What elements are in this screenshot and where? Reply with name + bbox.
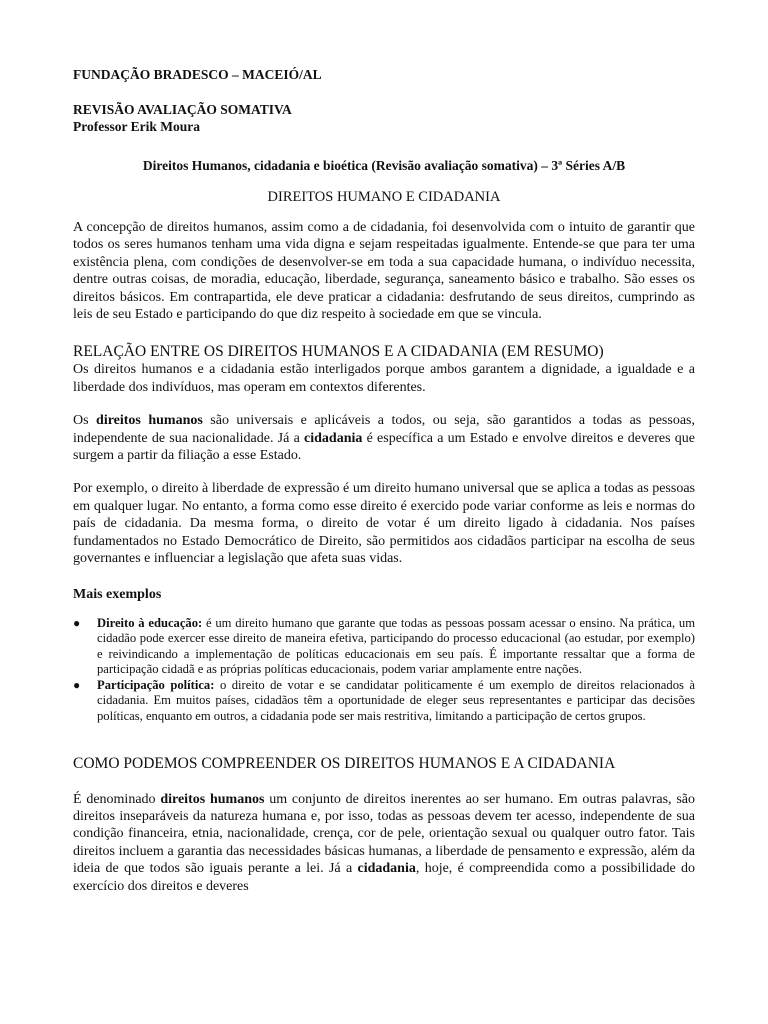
- example-label: Direito à educação:: [97, 615, 203, 630]
- understanding-paragraph: [73, 791, 695, 895]
- text-run: , hoje, é compreendida como a possibilidade do exercício dos direitos e deveres: [73, 861, 695, 894]
- bold-term-human-rights: direitos humanos: [96, 413, 203, 429]
- main-heading: DIREITOS HUMANO E CIDADANIA: [267, 189, 501, 205]
- professor-name: Professor Erik Moura: [73, 119, 200, 134]
- section-heading-relation: RELAÇÃO ENTRE OS DIREITOS HUMANOS E A CIDADANIA (EM RESUMO): [73, 343, 604, 361]
- example-text: é um direito humano que garante que todas as pessoas possam acessar o ensino. Na prática, um cidadão pode exercer esse direito de maneira efetiva, participando do processo educacional (ao estudar, por exemplo) e reivindicando a implementação de políticas educacionais em seu país. É importante ressaltar que a forma de participação cidadã e as próprias políticas educacionais, podem variar amplamente entre nações.: [97, 615, 695, 677]
- text-run: É denominado: [73, 791, 161, 807]
- bold-term-citizenship: cidadania: [304, 430, 363, 446]
- relation-paragraph-1: Os direitos humanos e a cidadania estão interligados porque ambos garantem a dignidade, a igualdade e a liberdade dos indivíduos, mas operam em contextos diferentes.: [73, 362, 695, 395]
- examples-heading: Mais exemplos: [73, 586, 162, 602]
- example-label: Participação política:: [97, 677, 215, 692]
- bullet-icon: ●: [73, 677, 81, 692]
- intro-paragraph: A concepção de direitos humanos, assim como a de cidadania, foi desenvolvida com o intuito de garantir que todos os seres humanos tenham uma vida digna e sejam respeitadas igualmente. Entende-se que para ter uma existência plena, com condições de desenvolver-se em toda a sua capacidade humana, o indivíduo necessita, dentre outras coisas, de moradia, educação, liberdade, segurança, saneamento básico e trabalho. São esses os direitos básicos. Em contrapartida, ele deve praticar a cidadania: desfrutando de seus direitos, cumprindo as leis de seu Estado e participando do que diz respeito à sociedade em que se vincula.: [73, 220, 695, 323]
- institution-name: FUNDAÇÃO BRADESCO – MACEIÓ/AL: [73, 67, 322, 82]
- list-item: [73, 678, 695, 725]
- relation-paragraph-3: Por exemplo, o direito à liberdade de expressão é um direito humano universal que se aplica a todas as pessoas em qualquer lugar. No entanto, a forma como esse direito é exercido pode variar conforme as leis e normas do país de cidadania. Da mesma forma, o direito de votar é um direito ligado à cidadania. Nos países fundamentados no Estado Democrático de Direito, são permitidos aos cidadãos participar na escolha de seus governantes e influenciar a legislação que afeta suas vidas.: [73, 481, 695, 567]
- review-title: REVISÃO AVALIAÇÃO SOMATIVA: [73, 102, 292, 117]
- relation-paragraph-2: [73, 412, 695, 464]
- text-run: Os: [73, 413, 97, 429]
- list-item: [73, 616, 695, 678]
- text-run: são universais e aplicáveis a todos, ou seja, são garantidos a todas as pessoas, independente de sua nacionalidade. Já a: [73, 413, 695, 446]
- document-subtitle: Direitos Humanos, cidadania e bioética (Revisão avaliação somativa) – 3ª Séries A/B: [142, 158, 626, 173]
- example-text: o direito de votar e se candidatar politicamente é um exemplo de direitos relacionados à cidadania. Em muitos países, cidadãos têm a oportunidade de eleger seus representantes e participar das decisões políticas, enquanto em outros, a cidadania pode ser mais restritiva, limitando a participação de certos grupos.: [97, 677, 695, 724]
- bullet-icon: ●: [73, 615, 81, 630]
- bold-term-human-rights: direitos humanos: [160, 791, 265, 807]
- bold-term-citizenship: cidadania: [357, 861, 416, 877]
- text-run: é específica a um Estado e envolve direitos e deveres que surgem a partir da filiação a esse Estado.: [73, 430, 695, 464]
- examples-list: [73, 616, 695, 725]
- text-run: um conjunto de direitos inerentes ao ser humano. Em outras palavras, são direitos inseparáveis da natureza humana e, por isso, todas as pessoas devem ter acesso, independente de sua condição financeira, etnia, nacionalidade, crença, cor de pele, orientação sexual ou qualquer outro fator. Tais direitos incluem a garantia das necessidades básicas humanas, a liberdade de pensamento e expressão, além da ideia de que todos são iguais perante a lei. Já a: [73, 791, 695, 877]
- section-heading-understanding: COMO PODEMOS COMPREENDER OS DIREITOS HUMANOS E A CIDADANIA: [73, 754, 616, 772]
